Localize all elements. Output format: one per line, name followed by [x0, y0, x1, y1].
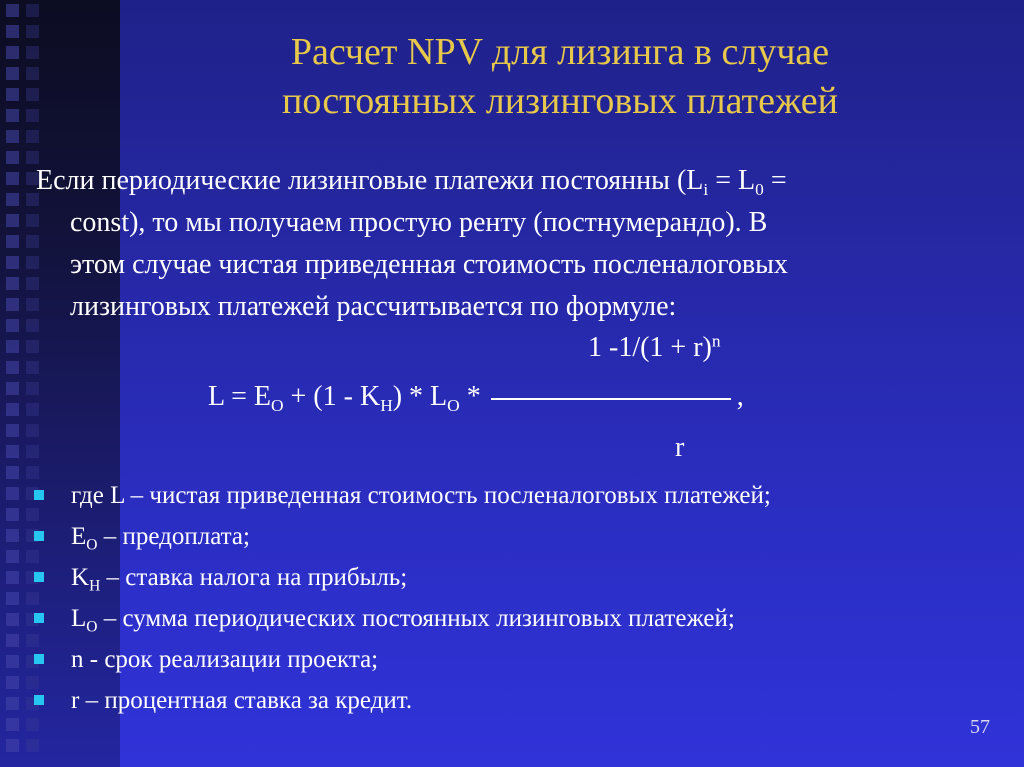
formula-sub-h: H: [380, 396, 393, 416]
decorative-square: [26, 25, 39, 38]
square-bullet-icon: [34, 490, 44, 500]
square-bullet-icon: [34, 531, 44, 541]
decorative-square: [6, 256, 19, 269]
numerator-text: 1 -1/(1 + r): [588, 332, 712, 363]
decorative-square: [6, 718, 19, 731]
square-bullet-icon: [34, 695, 44, 705]
decorative-square: [6, 487, 19, 500]
formula-mid-3: *: [459, 381, 481, 412]
formula-comma: ,: [736, 381, 744, 412]
decorative-square: [6, 424, 19, 437]
intro-line-2: const), то мы получаем простую ренту (постнумерандо). В: [70, 207, 768, 238]
decorative-square: [6, 361, 19, 374]
page-number: 57: [970, 716, 990, 738]
decorative-square: [6, 382, 19, 395]
formula-main-line: [208, 381, 744, 416]
decorative-square: [26, 130, 39, 143]
title-line-2: постоянных лизинговых платежей: [282, 80, 838, 122]
definition-subscript: O: [86, 536, 98, 554]
decorative-square: [26, 109, 39, 122]
decorative-square: [26, 46, 39, 59]
formula-numerator: [588, 332, 721, 364]
decorative-square: [6, 151, 19, 164]
decorative-square: [6, 571, 19, 584]
decorative-square: [26, 361, 39, 374]
decorative-square: [26, 88, 39, 101]
decorative-square: [6, 46, 19, 59]
definition-subscript: O: [86, 618, 98, 636]
decorative-square: [6, 403, 19, 416]
definition-text: – предоплата;: [97, 523, 250, 550]
decorative-square: [6, 193, 19, 206]
decorative-square: [6, 466, 19, 479]
decorative-square: [6, 550, 19, 563]
decorative-square: [26, 445, 39, 458]
decorative-square: [6, 739, 19, 752]
intro-paragraph: [36, 160, 986, 328]
definition-item: [34, 680, 771, 721]
decorative-square: [26, 424, 39, 437]
decorative-square: [6, 340, 19, 353]
intro-text-1c: =: [763, 165, 787, 196]
decorative-square: [6, 445, 19, 458]
intro-text-1b: = L: [708, 165, 756, 196]
decorative-square: [6, 235, 19, 248]
definition-item: [34, 475, 771, 516]
decorative-square: [6, 25, 19, 38]
definition-text: n - срок реализации проекта;: [71, 646, 379, 673]
definition-text: где L – чистая приведенная стоимость посленалоговых платежей;: [71, 482, 771, 509]
definition-symbol: L: [71, 605, 87, 632]
subscript-0: 0: [755, 180, 764, 200]
decorative-square: [26, 340, 39, 353]
square-bullet-icon: [34, 654, 44, 664]
intro-line-1: [36, 160, 986, 202]
decorative-square: [6, 634, 19, 647]
definition-item: [34, 598, 771, 639]
decorative-square: [26, 403, 39, 416]
definition-item: [34, 639, 771, 680]
decorative-square: [6, 655, 19, 668]
formula-denominator: r: [675, 432, 685, 463]
definition-subscript: H: [89, 577, 101, 595]
decorative-square: [26, 382, 39, 395]
numerator-exponent: n: [711, 331, 721, 351]
decorative-square: [6, 613, 19, 626]
formula-lhs: L = E: [208, 381, 271, 412]
square-bullet-icon: [34, 613, 44, 623]
decorative-square: [26, 67, 39, 80]
decorative-square: [6, 529, 19, 542]
formula-sub-o2: O: [447, 396, 460, 416]
formula-mid-2: ) * L: [392, 381, 448, 412]
decorative-square: [6, 508, 19, 521]
decorative-square: [6, 697, 19, 710]
formula-sub-o: O: [270, 396, 284, 416]
decorative-square: [26, 4, 39, 17]
decorative-square: [26, 739, 39, 752]
fraction-bar: [491, 398, 731, 400]
intro-line-3: этом случае чистая приведенная стоимость посленалоговых: [70, 249, 788, 280]
intro-line-4: лизинговых платежей рассчитывается по формуле:: [70, 291, 677, 322]
decorative-square: [6, 214, 19, 227]
definition-symbol: E: [71, 523, 87, 550]
definition-item: [34, 516, 771, 557]
title-line-1: Расчет NPV для лизинга в случае: [290, 31, 830, 73]
decorative-square: [6, 676, 19, 689]
definitions-list: [34, 475, 771, 721]
subscript-i: i: [703, 180, 709, 200]
decorative-square: [6, 592, 19, 605]
decorative-square: [6, 319, 19, 332]
decorative-square: [6, 277, 19, 290]
slide-title: [120, 28, 1000, 126]
decorative-square: [6, 4, 19, 17]
decorative-square: [6, 298, 19, 311]
square-bullet-icon: [34, 572, 44, 582]
decorative-square: [6, 130, 19, 143]
decorative-square: [6, 109, 19, 122]
decorative-square: [6, 67, 19, 80]
definition-symbol: K: [71, 564, 90, 591]
definition-item: [34, 557, 771, 598]
intro-text-1a: Если периодические лизинговые платежи постоянны (L: [36, 165, 704, 196]
definition-text: r – процентная ставка за кредит.: [71, 687, 413, 714]
definition-text: – ставка налога на прибыль;: [100, 564, 408, 591]
definition-text: – сумма периодических постоянных лизинговых платежей;: [97, 605, 735, 632]
formula-mid-1: + (1 - K: [283, 381, 381, 412]
decorative-square: [6, 88, 19, 101]
decorative-square: [6, 172, 19, 185]
